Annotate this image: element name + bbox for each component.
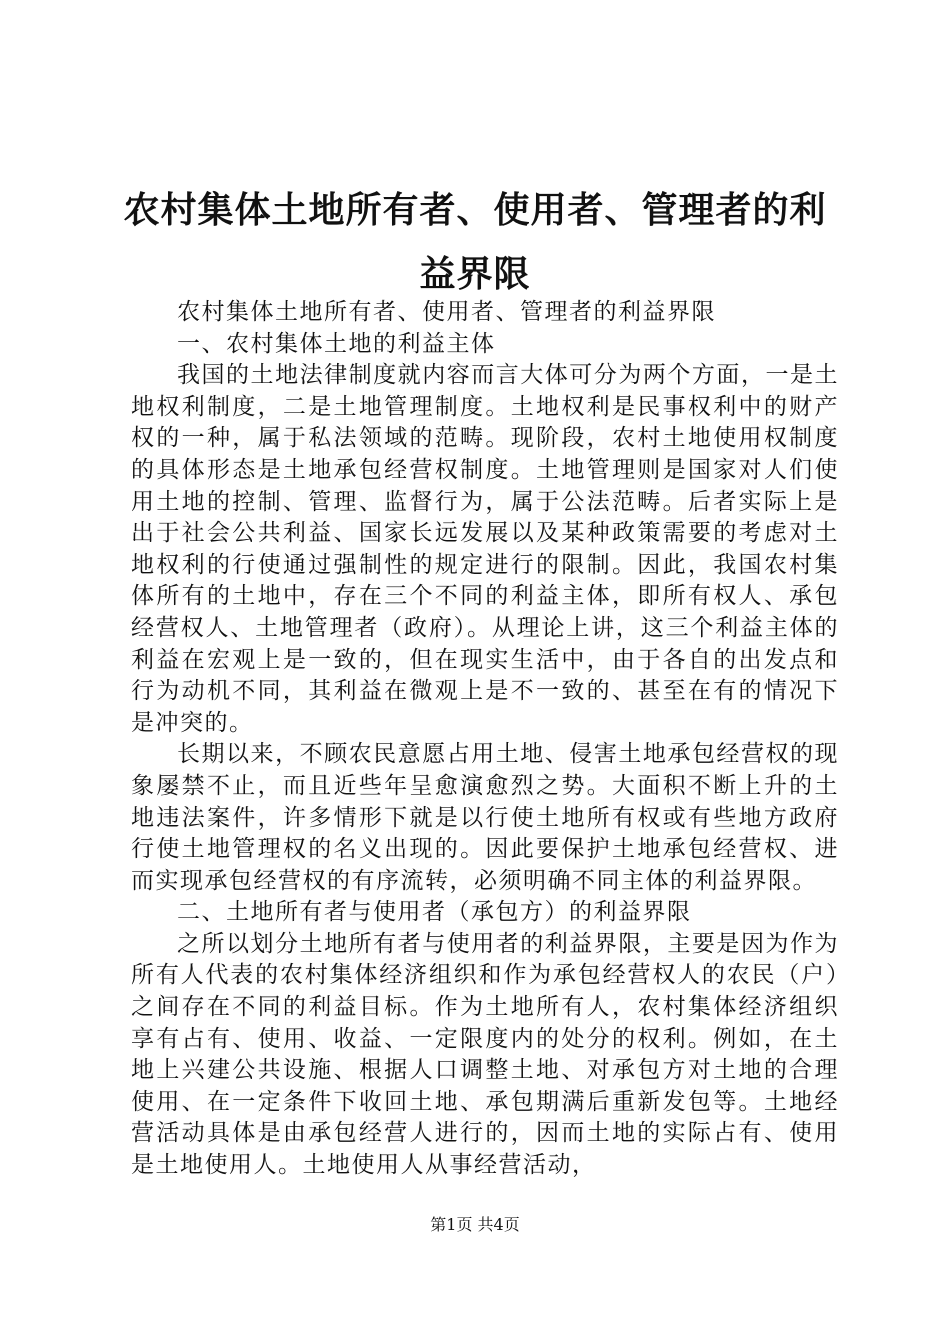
document-title: 农村集体土地所有者、使用者、管理者的利益界限: [123, 189, 827, 295]
section-heading-1: 一、农村集体土地的利益主体: [177, 330, 496, 357]
paragraph: 之所以划分土地所有者与使用者的利益界限，主要是因为作为所有人代表的农村集体经济组织和作为承包经营权人的农民（户）之间存在不同的利益目标。作为土地所有人，农村集体经济组织享有占有、使用、收益、一定限度内的处分的权利。例如，在土地上兴建公共设施、根据人口调整土地、对承包方对土地的合理使用、在一定条件下收回土地、承包期满后重新发包等。土地经营活动具体是由承包经营人进行的，因而土地的实际占有、使用是土地使用人。土地使用人从事经营活动，: [131, 930, 839, 1179]
paragraph-subtitle: 农村集体土地所有者、使用者、管理者的利益界限: [177, 299, 716, 325]
page-footer: 第1页 共4页: [430, 1215, 520, 1234]
document-body: [131, 297, 839, 1182]
section-heading-2: 二、土地所有者与使用者（承包方）的利益界限: [177, 899, 692, 926]
paragraph: 我国的土地法律制度就内容而言大体可分为两个方面，一是土地权利制度，二是土地管理制度。土地权利是民事权利中的财产权的一种，属于私法领域的范畴。现阶段，农村土地使用权制度的具体形态是土地承包经营权制度。土地管理则是国家对人们使用土地的控制、管理、监督行为，属于公法范畴。后者实际上是出于社会公共利益、国家长远发展以及某种政策需要的考虑对土地权利的行使通过强制性的规定进行的限制。因此，我国农村集体所有的土地中，存在三个不同的利益主体，即所有权人、承包经营权人、土地管理者（政府）。从理论上讲，这三个利益主体的利益在宏观上是一致的，但在现实生活中，由于各自的出发点和行为动机不同，其利益在微观上是不一致的、甚至在有的情况下是冲突的。: [131, 362, 839, 736]
paragraph: 长期以来，不顾农民意愿占用土地、侵害土地承包经营权的现象屡禁不止，而且近些年呈愈演愈烈之势。大面积不断上升的土地违法案件，许多情形下就是以行使土地所有权或有些地方政府行使土地管理权的名义出现的。因此要保护土地承包经营权、进而实现承包经营权的有序流转，必须明确不同主体的利益界限。: [131, 741, 839, 894]
